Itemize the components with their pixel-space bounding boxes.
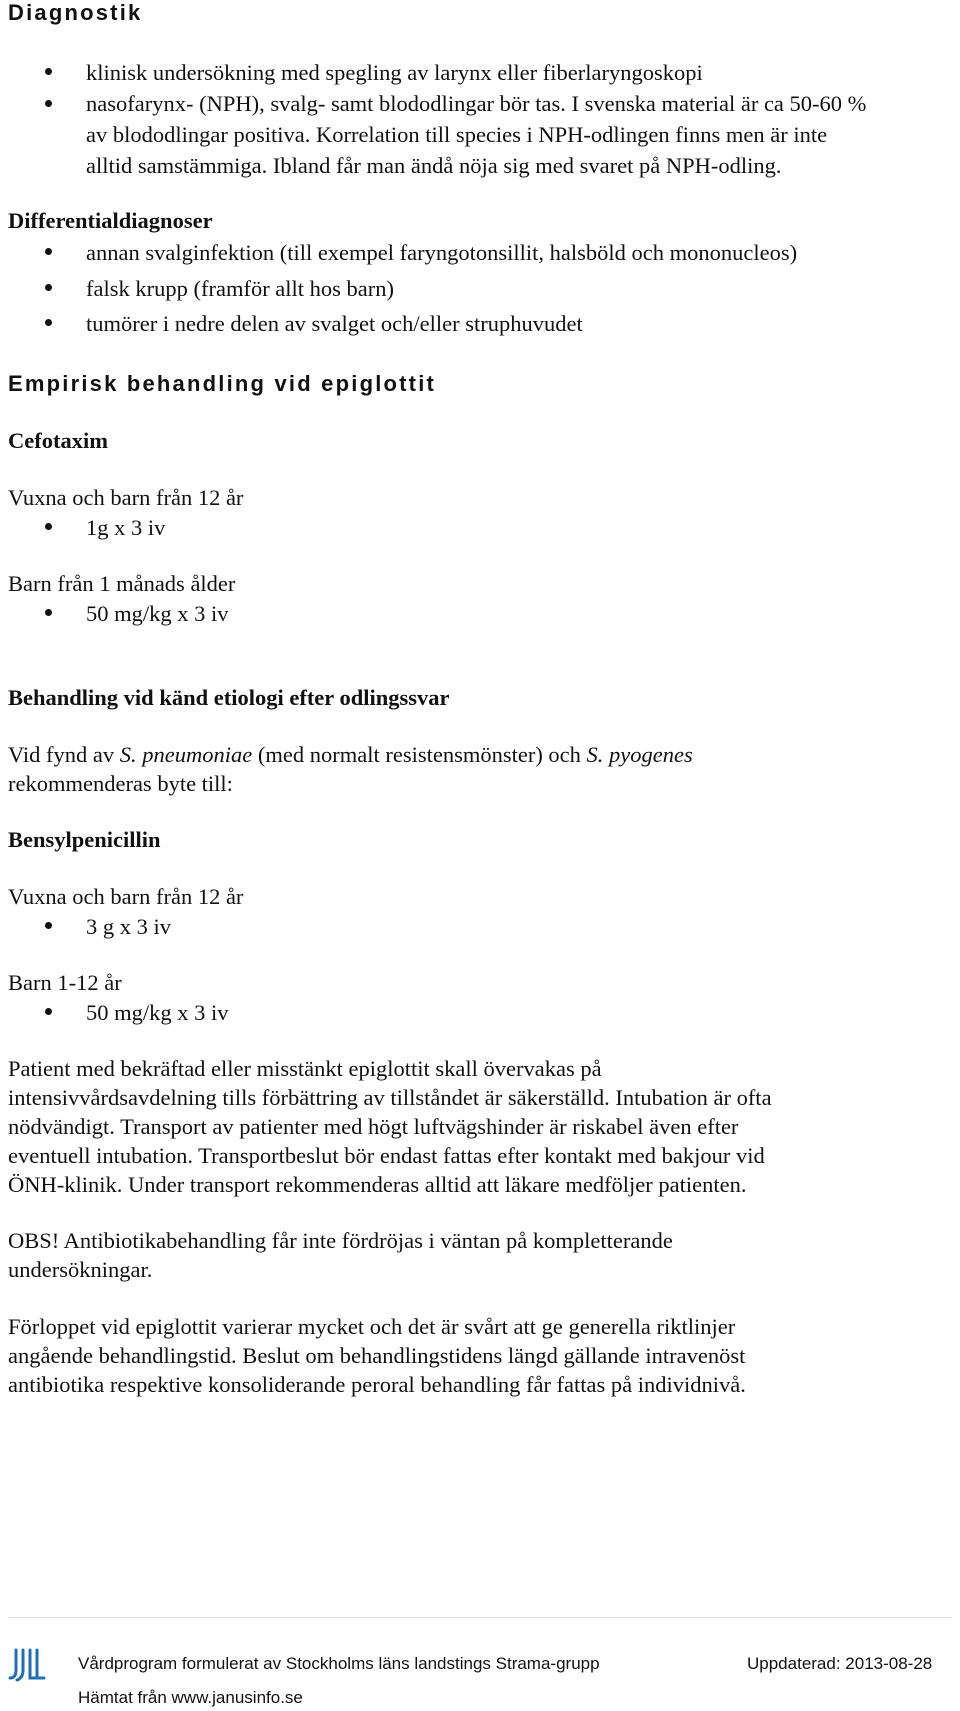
heading-empirisk-behandling: Empirisk behandling vid epiglottit (8, 371, 437, 396)
bullet-icon (45, 609, 52, 616)
bullet-icon (45, 319, 52, 326)
paragraph-line: OBS! Antibiotikabehandling får inte fördröjas i väntan på kompletterande (8, 1228, 673, 1253)
dose-text: 3 g x 3 iv (86, 914, 172, 939)
patient-group-label: Barn 1-12 år (8, 970, 122, 995)
list-item-text: klinisk undersökning med spegling av larynx eller fiberlaryngoskopi (86, 60, 703, 85)
drug-name: Bensylpenicillin (8, 827, 161, 852)
list-item (40, 911, 940, 942)
bullet-icon (45, 284, 52, 291)
list-item (40, 273, 940, 304)
species-name: S. pneumoniae (119, 742, 253, 767)
paragraph-line: Förloppet vid epiglottit varierar mycket och det är svårt att ge generella riktlinjer (8, 1314, 736, 1339)
list-item (40, 88, 900, 212)
dose-text: 50 mg/kg x 3 iv (86, 1000, 229, 1025)
bullet-icon (45, 68, 52, 75)
list-item (40, 598, 940, 629)
paragraph-line: undersökningar. (8, 1257, 153, 1282)
paragraph-line: nödvändigt. Transport av patienter med högt luftvägshinder är riskabel även efter (8, 1114, 739, 1139)
paragraph-line: angående behandlingstid. Beslut om behandlingstidens längd gällande intravenöst (8, 1343, 746, 1368)
etiologi-intro-line-2: rekommenderas byte till: (8, 771, 233, 796)
paragraph-line: intensivvårdsavdelning tills förbättring av tillståndet är säkerställd. Intubation är ofta (8, 1085, 772, 1110)
paragraph-line: ÖNH-klinik. Under transport rekommenderas alltid att läkare medföljer patienten. (8, 1172, 747, 1197)
paragraph-line: eventuell intubation. Transportbeslut bör endast fattas efter kontakt med bakjour vid (8, 1143, 765, 1168)
drug-name: Cefotaxim (8, 428, 108, 453)
intro-text: (med normalt resistensmönster) och (252, 742, 587, 767)
bullet-icon (45, 100, 52, 107)
list-item-text: tumörer i nedre delen av svalget och/eller struphuvudet (86, 311, 583, 336)
species-name: S. pyogenes (586, 742, 693, 767)
paragraph-obs (8, 1225, 673, 1285)
list-item-text: nasofarynx- (NPH), svalg- samt blododlingar bör tas. I svenska material är ca 50-60 % av blododlingar positiva. Korrelation till species i NPH-odlingen finns men är inte alltid samstämmiga. Ibland får man ändå nöja sig med svaret på NPH-odling. (86, 91, 867, 178)
list-item-text: annan svalginfektion (till exempel faryngotonsillit, halsböld och mononucleos) (86, 240, 798, 265)
patient-group-label: Vuxna och barn från 12 år (8, 884, 244, 909)
paragraph-forlopp (8, 1311, 746, 1400)
list-item (40, 512, 940, 543)
bullet-icon (45, 1008, 52, 1015)
bullet-icon (45, 523, 52, 530)
footer-source-text: Hämtat från www.janusinfo.se (78, 1688, 303, 1707)
patient-group-label: Vuxna och barn från 12 år (8, 485, 244, 510)
janus-logo-icon (8, 1648, 46, 1682)
intro-text: Vid fynd av (8, 742, 120, 767)
paragraph-line: antibiotika respektive konsoliderande peroral behandling får fattas på individnivå. (8, 1372, 746, 1397)
footer-program-text: Vårdprogram formulerat av Stockholms läns landstings Strama-grupp (78, 1654, 600, 1673)
footer-divider (8, 1617, 952, 1618)
etiologi-intro-line (8, 739, 693, 770)
paragraph-line: Patient med bekräftad eller misstänkt epiglottit skall övervakas på (8, 1056, 602, 1081)
list-item (40, 997, 940, 1028)
list-item-text: falsk krupp (framför allt hos barn) (86, 276, 395, 301)
heading-diagnostik: Diagnostik (8, 0, 143, 25)
heading-kand-etiologi: Behandling vid känd etiologi efter odlingssvar (8, 685, 450, 710)
patient-group-label: Barn från 1 månads ålder (8, 571, 236, 596)
bullet-icon (45, 922, 52, 929)
dose-text: 1g x 3 iv (86, 515, 166, 540)
heading-differentialdiagnoser: Differentialdiagnoser (8, 208, 213, 233)
footer-updated-text: Uppdaterad: 2013-08-28 (747, 1654, 933, 1673)
dose-text: 50 mg/kg x 3 iv (86, 601, 229, 626)
paragraph-overvakning (8, 1053, 772, 1200)
list-item (40, 308, 940, 339)
list-item (40, 237, 940, 268)
bullet-icon (45, 248, 52, 255)
list-item (40, 57, 940, 88)
